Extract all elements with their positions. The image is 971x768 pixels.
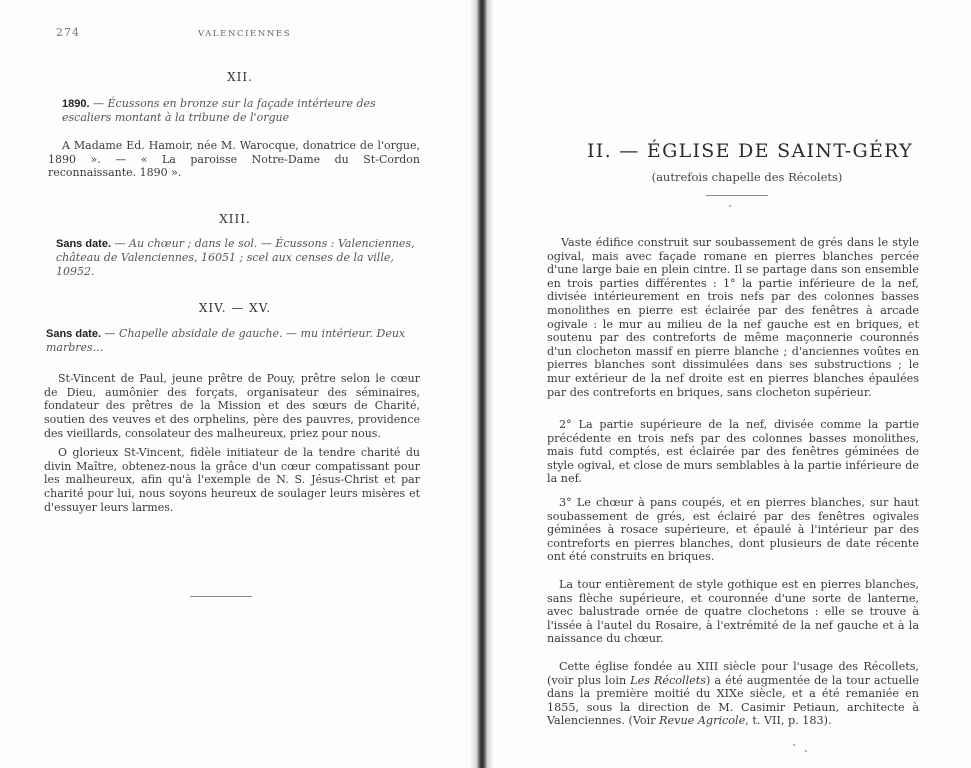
paragraph-1: Vaste édifice construit sur soubassement de grés dans le style ogival, mais avec façade romane en pierres blanches percée d'une large baie en plein cintre. Il se partage dans son ensemble en trois parties différentes : 1° la partie inférieure de la nef, divisée intérieurement en trois nefs par des colonnes basses monolithes en pierre est éclairée par des fenêtres à arcade ogivale : le mur au milieu de la nef gauche est en briques, et soutenu par des contreforts de même maçonnerie couronnés d'un clocheton massif en pierre blanche ; d'anciennes voûtes en pierres blanches sont dissimulées dans ses substructions ; le mur extérieur de la nef droite est en pierres blanches épaulées par des contreforts en briques, sans clocheton supérieur. xyxy=(547,236,919,399)
book-reference-recollets: Les Récollets xyxy=(630,673,707,687)
entry-description: — Au chœur ; dans le sol. — Écussons : Valenciennes, château de Valenciennes, 16051 ; scel aux censes de la ville, 10952. xyxy=(56,237,415,278)
paragraph-4: La tour entièrement de style gothique est en pierres blanches, sans flèche supérieure, et couronnée d'une sorte de lanterne, avec balustrade ornée de quatre clochetons : elle se trouve à l'issée à l'autel du Rosaire, à l'extrémité de la nef gauche et à la naissance du chœur. xyxy=(547,578,919,646)
chapter-title: II. — ÉGLISE DE SAINT-GÉRY xyxy=(587,140,913,162)
paragraph-prayer: O glorieux St-Vincent, fidèle initiateur de la tendre charité du divin Maître, obtenez-nous la grâce d'un cœur compatissant pour les malheureux, afin qu'à l'exemple de N. S. Jésus-Christ et par charité pour lui, nous soyons heureux de soulager leurs misères et d'essuyer leurs larmes. xyxy=(44,446,420,514)
section-title-xiii: XIII. xyxy=(219,212,251,226)
scan-speck xyxy=(805,750,807,752)
book-gutter xyxy=(471,0,493,768)
entry-xiv-xv xyxy=(46,327,418,355)
entry-date: 1890. xyxy=(62,98,90,110)
entry-description: — Chapelle absidale de gauche. — mu intérieur. Deux marbres... xyxy=(46,327,406,354)
page-number: 274 xyxy=(56,26,80,39)
paragraph-xii: A Madame Ed. Hamoir, née M. Warocque, donatrice de l'orgue, 1890 ». — « La paroisse Notre-Dame du St-Cordon reconnaissante. 1890 ». xyxy=(48,139,420,180)
scan-speck xyxy=(729,205,731,207)
entry-date: Sans date. xyxy=(56,238,112,250)
chapter-subtitle: (autrefois chapelle des Récolets) xyxy=(651,170,843,184)
paragraph-st-vincent: St-Vincent de Paul, jeune prêtre de Pouy, prêtre selon le cœur de Dieu, aumônier des forçats, organisateur des séminaires, fondateur des prêtres de la Mission et des sœurs de Charité, soutien des veuves et des orphelins, père des pauvres, providence des vieillards, consolateur des malheureux, priez pour nous. xyxy=(44,372,420,440)
paragraph-5 xyxy=(547,660,919,728)
entry-description: — Écussons en bronze sur la façade intérieure des escaliers montant à la tribune de l'orgue xyxy=(62,97,376,124)
paragraph-5-part-3: , t. VII, p. 183). xyxy=(745,714,832,728)
section-title-xiv-xv: XIV. — XV. xyxy=(198,301,272,315)
end-rule xyxy=(190,596,252,597)
section-title-xii: XII. xyxy=(227,70,253,84)
paragraph-5-part-1: Cette église fondée au XIII siècle pour l'usage des Récollets, (voir plus loin xyxy=(547,660,919,687)
paragraph-3: 3° Le chœur à pans coupés, et en pierres blanches, sur haut soubassement de grés, est éclairé par des fenêtres ogivales géminées à rosace supérieure, et épaulé à l'intérieur par des contreforts en pierres blanches, dont plusieurs de date récente ont été construits en briques. xyxy=(547,496,919,564)
title-rule xyxy=(706,195,768,196)
paragraph-2: 2° La partie supérieure de la nef, divisée comme la partie précédente en trois nefs par des colonnes basses monolithes, mais futd comptés, est éclairée par des fenêtres géminées de style ogival, et close de murs semblables à la partie inférieure de la nef. xyxy=(547,418,919,486)
left-page xyxy=(0,0,471,768)
running-head: VALENCIENNES xyxy=(198,29,292,39)
entry-date: Sans date. xyxy=(46,328,102,340)
entry-xii xyxy=(62,97,422,125)
paragraph-5-part-2: ) a été augmentée de la tour actuelle dans la première moitié du XIXe siècle, et a été remaniée en 1855, sous la direction de M. Casimir Petiaun, architecte à Valenciennes. (Voir xyxy=(547,673,919,728)
scan-speck xyxy=(793,744,795,746)
right-page xyxy=(493,0,971,768)
entry-xiii xyxy=(56,237,420,279)
journal-reference: Revue Agricole xyxy=(659,714,746,728)
